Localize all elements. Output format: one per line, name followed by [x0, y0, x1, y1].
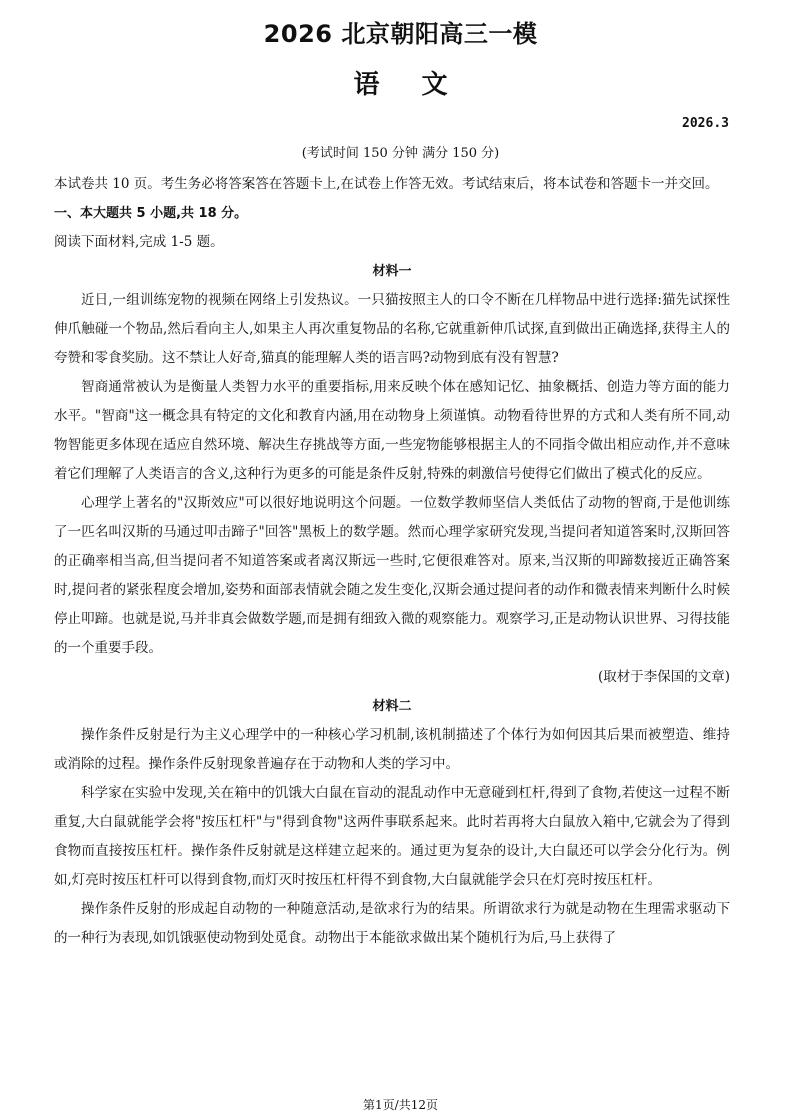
main-content	[54, 170, 730, 953]
section-intro: 阅读下面材料,完成 1-5 题。	[54, 234, 224, 250]
page-number: 第1页/共12页	[363, 1098, 438, 1112]
material2-paragraph: 操作条件反射是行为主义心理学中的一种核心学习机制,该机制描述了个体行为如何因其后果而被塑造、维持或消除的过程。操作条件反射现象普遍存在于动物和人类的学习中。	[54, 727, 730, 772]
page-title: 2026 北京朝阳高三一模	[263, 20, 538, 48]
material1-paragraph: 近日,一组训练宠物的视频在网络上引发热议。一只猫按照主人的口令不断在几样物品中进行选择:猫先试探性伸爪触碰一个物品,然后看向主人,如果主人再次重复物品的名称,它就重新伸爪试探,直到做出正确选择,获得主人的夸赞和零食奖励。这不禁让人好奇,猫真的能理解人类的语言吗?动物到底有没有智慧?	[54, 292, 730, 366]
material2-paragraph: 操作条件反射的形成起自动物的一种随意活动,是欲求行为的结果。所谓欲求行为就是动物在生理需求驱动下的一种行为表现,如饥饿驱使动物到处觅食。动物出于本能欲求做出某个随机行为后,马上获得了	[54, 901, 730, 946]
material2-heading: 材料二	[372, 699, 412, 714]
section-heading: 一、本大题共 5 小题,共 18 分。	[54, 206, 248, 221]
material2-paragraph: 科学家在实验中发现,关在箱中的饥饿大白鼠在盲动的混乱动作中无意碰到杠杆,得到了食物,若使这一过程不断重复,大白鼠就能学会将"按压杠杆"与"得到食物"这两件事联系起来。此时若再将大白鼠放入箱中,它就会为了得到食物而直接按压杠杆。操作条件反射就是这样建立起来的。通过更为复杂的设计,大白鼠还可以学会分化行为。例如,灯亮时按压杠杆可以得到食物,而灯灭时按压杠杆得不到食物,大白鼠就能学会只在灯亮时按压杠杆。	[54, 785, 730, 888]
material1-heading: 材料一	[372, 264, 412, 279]
exam-info: (考试时间 150 分钟 满分 150 分)	[301, 146, 500, 161]
material1-paragraph: 智商通常被认为是衡量人类智力水平的重要指标,用来反映个体在感知记忆、抽象概括、创造力等方面的能力水平。"智商"这一概念具有特定的文化和教育内涵,用在动物身上须谨慎。动物看待世界的方式和人类有所不同,动物智能更多体现在适应自然环境、解决生存挑战等方面,一些宠物能够根据主人的不同指令做出相应动作,并不意味着它们理解了人类语言的含义,这种行为更多的可能是条件反射,特殊的刺激信号使得它们做出了模式化的反应。	[54, 379, 730, 482]
material1-source: (取材于李保国的文章)	[597, 669, 730, 685]
instructions: 本试卷共 10 页。考生务必将答案答在答题卡上,在试卷上作答无效。考试结束后，将本试卷和答题卡一并交回。	[54, 176, 719, 192]
subject-title: 语文	[353, 70, 490, 100]
material1-paragraph: 心理学上著名的"汉斯效应"可以很好地说明这个问题。一位数学教师坚信人类低估了动物的智商,于是他训练了一匹名叫汉斯的马通过叩击蹄子"回答"黑板上的数学题。然而心理学家研究发现,当提问者知道答案时,汉斯回答的正确率相当高,但当提问者不知道答案或者离汉斯远一些时,它便很难答对。原来,当汉斯的叩蹄数接近正确答案时,提问者的紧张程度会增加,姿势和面部表情就会随之发生变化,汉斯会通过提问者的动作和微表情来判断什么时候停止叩蹄。也就是说,马并非真会做数学题,而是拥有细致入微的观察能力。观察学习,正是动物认识世界、习得技能的一个重要手段。	[54, 495, 730, 656]
exam-date: 2026.3	[682, 116, 729, 131]
